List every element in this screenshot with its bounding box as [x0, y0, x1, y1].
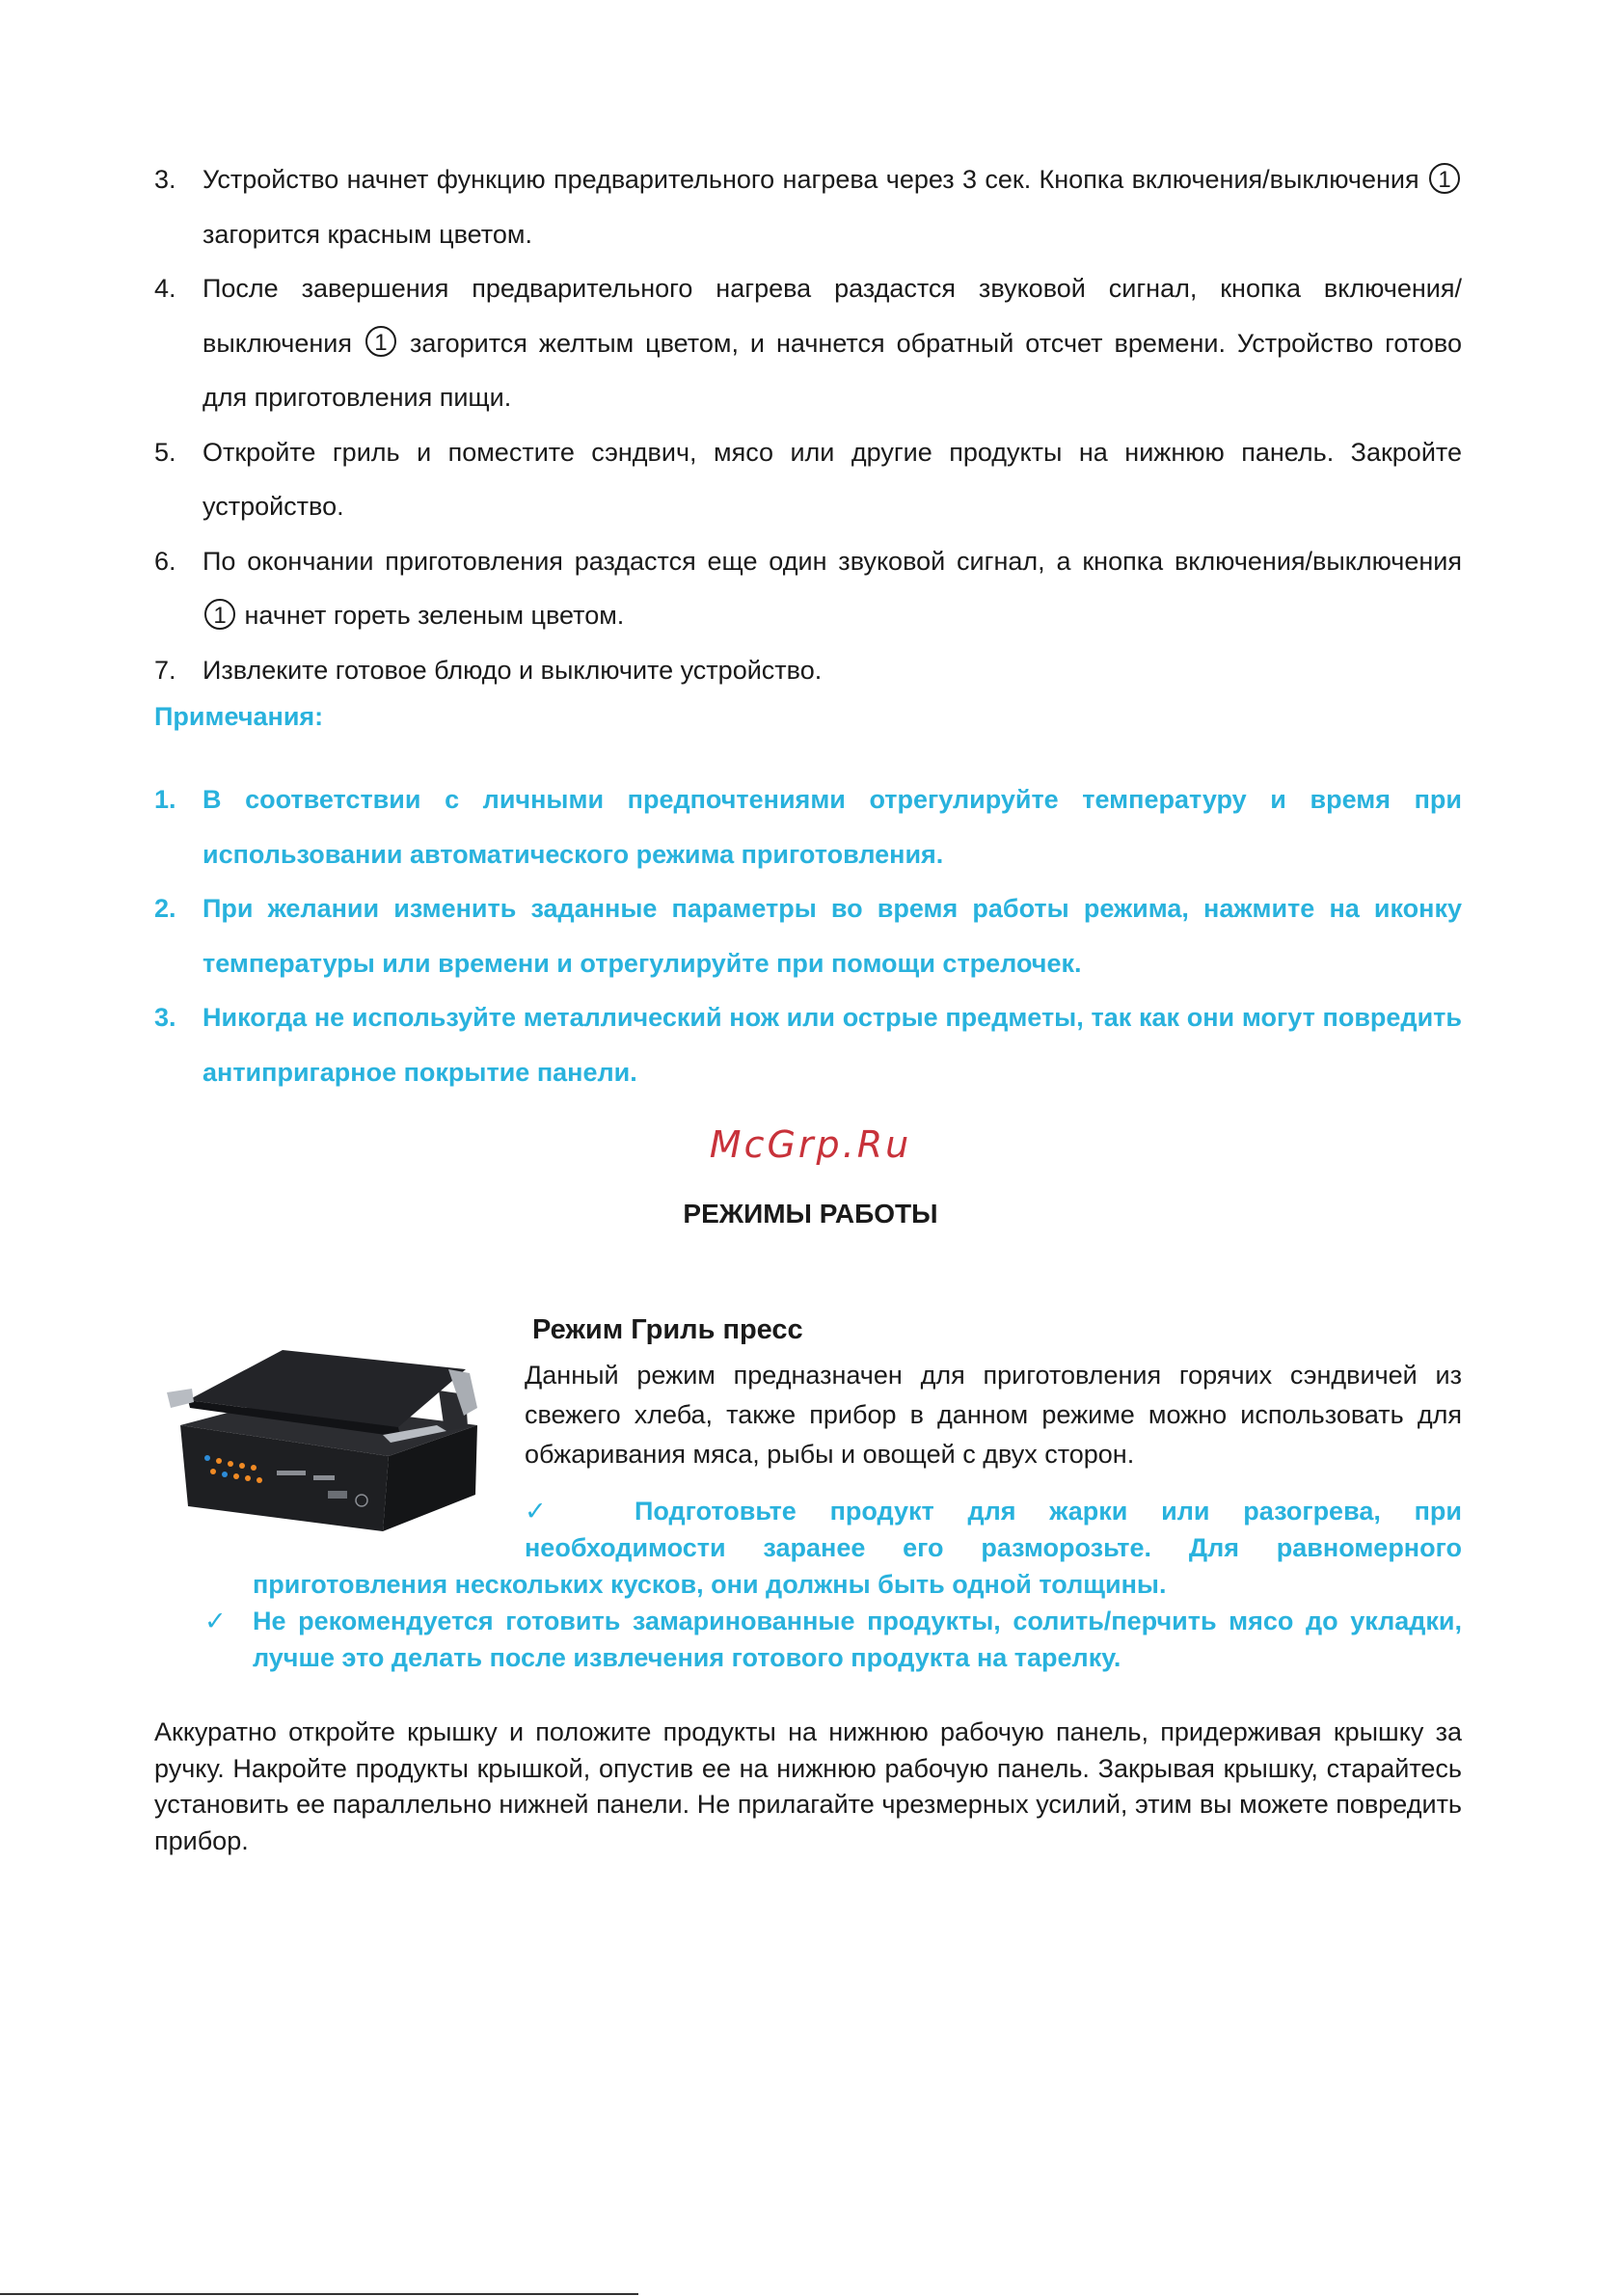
checkmark-icon: ✓ [525, 1497, 547, 1526]
bullet-item [525, 1493, 1462, 1566]
step-text-continued: начнет гореть зеленым цветом. [244, 601, 625, 630]
notes-list [154, 772, 1462, 1099]
steps-list [154, 152, 1462, 697]
closing-paragraph: Аккуратно откройте крышку и положите продукты на нижнюю рабочую панель, придерживая крышку за ручку. Накройте продукты крышкой, опустив ее на нижнюю рабочую панель. Закрывая крышку, старайтесь установить ее параллельно нижней панели. Не прилагайте чрезмерных усилий, этим вы можете повредить прибор. [154, 1717, 1462, 1855]
step-number: 7. [154, 655, 176, 685]
section-title: РЕЖИМЫ РАБОТЫ [683, 1199, 938, 1229]
bullet-item [193, 1603, 1462, 1676]
note-number: 3. [154, 1003, 176, 1032]
checkmark-icon: ✓ [204, 1607, 227, 1635]
step-item [154, 152, 1462, 261]
step-text: После завершения предварительного нагрева раздастся звуковой сигнал, кнопка включения/выключения [203, 274, 1462, 358]
step-item [154, 425, 1462, 534]
mode-title: Режим Гриль пресс [532, 1314, 803, 1345]
footer-rule [0, 2293, 638, 2295]
step-item [154, 643, 1462, 698]
step-text: Откройте гриль и поместите сэндвич, мясо или другие продукты на нижнюю панель. Закройте устройство. [203, 437, 1462, 521]
step-item [154, 261, 1462, 425]
note-text: При желании изменить заданные параметры во время работы режима, нажмите на иконку температуры или времени и отрегулируйте при помощи стрелочек. [203, 894, 1462, 978]
power-button-icon: 1 [365, 326, 396, 357]
note-number: 2. [154, 894, 176, 923]
notes-heading: Примечания: [154, 702, 324, 731]
step-number: 6. [154, 546, 176, 576]
note-item [154, 990, 1462, 1099]
note-number: 1. [154, 785, 176, 814]
step-text: По окончании приготовления раздастся еще один звуковой сигнал, а кнопка включения/выключения [203, 546, 1462, 576]
step-text: Устройство начнет функцию предварительного нагрева через 3 сек. Кнопка включения/выключения [203, 165, 1419, 194]
watermark: McGrp.Ru [709, 1123, 912, 1166]
note-item [154, 881, 1462, 990]
bullet-text: Подготовьте продукт для жарки или разогрева, при необходимости заранее его разморозьте. Для равномерного [525, 1497, 1462, 1562]
mode-bullets [193, 1493, 1462, 1676]
step-number: 5. [154, 437, 176, 467]
mode-description: Данный режим предназначен для приготовления горячих сэндвичей из свежего хлеба, также прибор в данном режиме можно использовать для обжаривания мяса, рыбы и овощей с двух сторон. [525, 1361, 1462, 1469]
step-item [154, 534, 1462, 643]
step-text-continued: загорится красным цветом. [203, 219, 532, 249]
power-button-icon: 1 [1429, 163, 1460, 194]
step-number: 4. [154, 274, 176, 303]
note-item [154, 772, 1462, 881]
power-button-icon: 1 [204, 599, 235, 630]
note-text: В соответствии с личными предпочтениями отрегулируйте температуру и время при использовании автоматического режима приготовления. [203, 785, 1462, 869]
step-text: Извлеките готовое блюдо и выключите устройство. [203, 655, 823, 685]
note-text: Никогда не используйте металлический нож или острые предметы, так как они могут повредить антипригарное покрытие панели. [203, 1003, 1462, 1087]
bullet-text-continued: приготовления нескольких кусков, они должны быть одной толщины. [253, 1570, 1167, 1599]
step-text-continued: загорится желтым цветом, и начнется обратный отсчет времени. Устройство готово для приготовления пищи. [203, 328, 1462, 412]
step-number: 3. [154, 165, 176, 194]
bullet-text: Не рекомендуется готовить замаринованные продукты, солить/перчить мясо до укладки, лучше это делать после извлечения готового продукта на тарелку. [253, 1607, 1462, 1672]
